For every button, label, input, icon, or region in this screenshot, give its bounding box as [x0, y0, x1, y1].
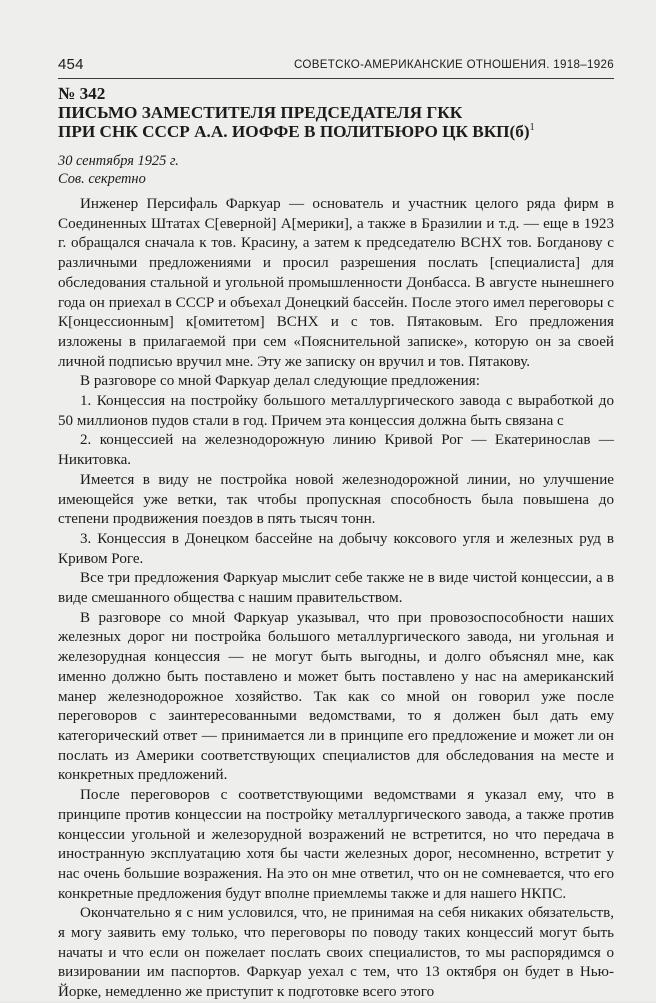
document-number: № 342 [58, 84, 106, 103]
document-classification: Сов. секретно [58, 171, 146, 187]
document-title-line-2 [58, 122, 618, 141]
document-title-line-1: ПИСЬМО ЗАМЕСТИТЕЛЯ ПРЕДСЕДАТЕЛЯ ГКК [58, 103, 463, 122]
document-heading [58, 84, 618, 141]
paragraph: После переговоров с соответствующими ведомствами я указал ему, что в принципе против концессии на постройку металлургического завода, а также против концессии угольной и железорудной возражений не встретится, но что передача в иностранную эксплуатацию хотя бы части железных дорог, несомненно, встретит у нас очень большие возражения. На это он мне ответил, что он не сомневается, что его конкретные предложения будут вполне приемлемы также и для нашего НКПС. [58, 787, 614, 902]
document-meta [58, 152, 618, 188]
document-title-line-2-text: ПРИ СНК СССР А.А. ИОФФЕ В ПОЛИТБЮРО ЦК ВКП(б) [58, 122, 530, 141]
paragraph: 2. концессией на железнодорожную линию Кривой Рог — Екатеринослав — Никитовка. [58, 432, 614, 469]
paragraph: В разговоре со мной Фаркуар указывал, что при провозоспособности наших железных дорог ни постройка большого металлургического завода, ни угольная и железорудная концессия — не могут быть выгодны, и долго объяснял мне, как именно должно быть поставлено и может быть поставлено у нас на американский манер железнодорожное хозяйство. Так как со мной он говорил уже после переговоров с заинтересованными ведомствами, то я должен был дать ему категорический ответ — принимается ли в принципе его предложение и может ли он послать из Америки соответствующих специалистов для обследования на месте и конкретных предложений. [58, 609, 614, 784]
paragraph: 1. Концессия на постройку большого металлургического завода с выработкой до 50 миллионов пудов стали в год. Причем эта концессия должна быть связана с [58, 393, 614, 429]
letter-body [58, 195, 614, 1003]
page-number: 454 [58, 56, 84, 73]
paragraph: Инженер Персифаль Фаркуар — основатель и участник целого ряда фирм в Соединенных Штатах С[еверной] А[мерики], а также в Бразилии и т.д. — еще в 1923 г. обращался сначала к тов. Красину, а затем к председателю ВСНХ тов. Богданову с различными предложениями и просил разрешения послать [специалиста] для обследования стальной и угольной промышленности Донбасса. В августе нынешнего года он приехал в СССР и объехал Донецкий бассейн. После этого имел переговоры с К[онцессионным] к[омитетом] ВСНХ и с тов. Пятаковым. Его предложения изложены в прилагаемой при сем «Пояснительной записке», которую он за своей личной подписью вручил мне. Эту же записку он вручил и тов. Пятакову. [58, 196, 614, 370]
journal-title: СОВЕТСКО-АМЕРИКАНСКИЕ ОТНОШЕНИЯ. 1918–1926 [293, 58, 614, 71]
running-header [58, 56, 614, 79]
paragraph: Все три предложения Фаркуар мыслит себе также не в виде чистой концессии, а в виде смешанного общества с нашим правительством. [58, 570, 614, 607]
paragraph: Окончательно я с ним условился, что, не принимая на себя никаких обязательств, я могу заявить ему только, что переговоры по поводу таких концессий могут быть начаты и что если он пожелает послать своих специалистов, то мы распорядимся о визировании им паспортов. Фаркуар уехал с тем, что 13 октября он будет в Нью-Йорке, немедленно же приступит к подготовке всего этого [58, 905, 614, 1001]
paragraph: Имеется в виду не постройка новой железнодорожной линии, но улучшение имеющейся уже ветки, так чтобы пропускная способность была повышена до степени продвижения поездов в пять тысяч тонн. [58, 471, 614, 528]
paragraph: 3. Концессия в Донецком бассейне на добычу коксового угля и железных руд в Кривом Роге. [58, 530, 614, 567]
paragraph: В разговоре со мной Фаркуар делал следующие предложения: [80, 373, 480, 390]
footnote-mark[interactable]: 1 [529, 122, 535, 133]
document-date: 30 сентября 1925 г. [58, 153, 179, 169]
